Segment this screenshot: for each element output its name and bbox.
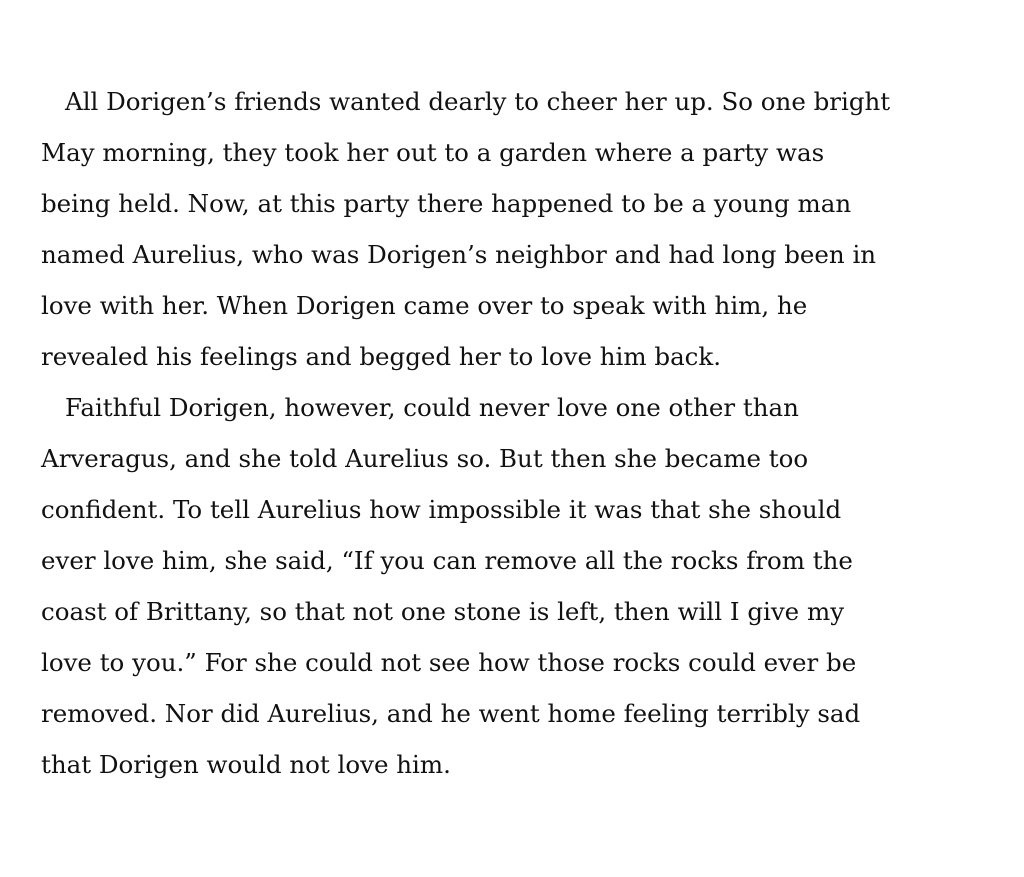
text-line: Arveragus, and she told Aurelius so. But then she became too [41, 444, 809, 473]
text-line: love with her. When Dorigen came over to speak with him, he [41, 291, 808, 320]
text-line: coast of Brittany, so that not one stone is left, then will I give my [41, 597, 845, 626]
text-line: love to you.” For she could not see how those rocks could ever be [41, 648, 857, 677]
text-line: removed. Nor did Aurelius, and he went home feeling terribly sad [41, 699, 861, 728]
text-line: being held. Now, at this party there happened to be a young man [41, 189, 852, 218]
text-line: May morning, they took her out to a garden where a party was [41, 138, 825, 167]
text-line: Faithful Dorigen, however, could never love one other than [65, 393, 799, 422]
paragraph-2 [41, 390, 981, 798]
text-line: All Dorigen’s friends wanted dearly to cheer her up. So one bright [65, 87, 891, 116]
text-line: confident. To tell Aurelius how impossible it was that she should [41, 495, 842, 524]
text-line: that Dorigen would not love him. [41, 750, 451, 779]
paragraph-1 [41, 84, 981, 390]
text-line: revealed his feelings and begged her to love him back. [41, 342, 722, 371]
text-line: ever love him, she said, “If you can remove all the rocks from the [41, 546, 853, 575]
text-line: named Aurelius, who was Dorigen’s neighbor and had long been in [41, 240, 877, 269]
story-text [41, 84, 981, 798]
